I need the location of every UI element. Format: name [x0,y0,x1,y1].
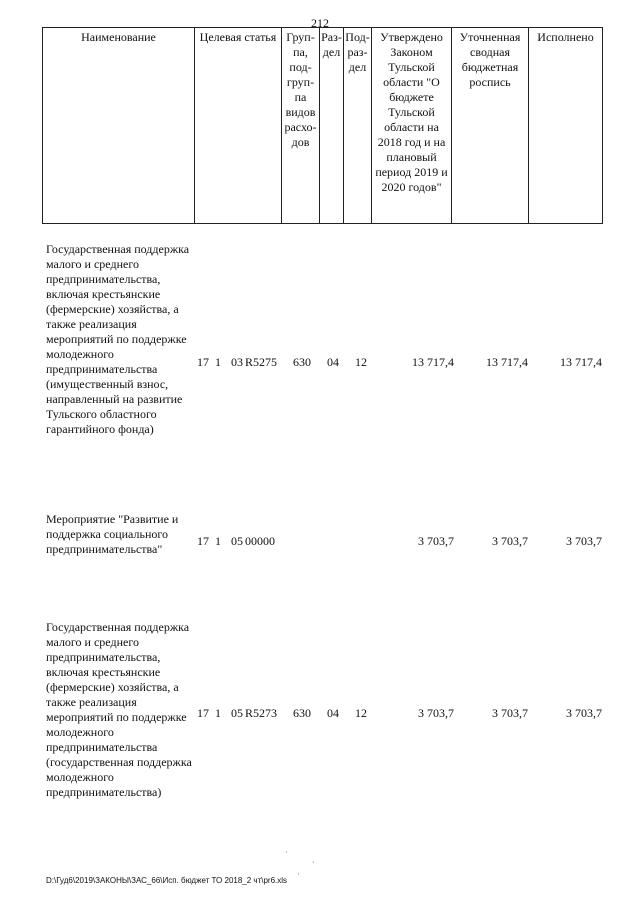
row-subsection: 12 [355,355,367,369]
row-ts4: R5275 [245,355,278,369]
row-group: 630 [293,355,311,369]
row-executed: 13 717,4 [560,355,602,369]
header-name: Наименование [43,28,195,224]
scan-speck: · [312,858,315,867]
footer-file-path: D:\Гуд6\2019\ЗАКОНЫ\ЗАС_66\Исп. бюджет ТО 2018_2 чт\pr6.xls [46,876,288,885]
row-refined: 3 703,7 [492,534,528,548]
row-name: Мероприятие "Развитие и поддержка социального предпринимательства" [46,512,179,556]
row-approved: 13 717,4 [412,355,454,369]
row-ts3: 03 [231,355,243,369]
header-approved: Утверждено Законом Тульской области "О бюджете Тульской области на 2018 год и на плановый период 2019 и 2020 годов" [372,28,452,224]
row-approved: 3 703,7 [418,706,454,720]
row-section: 04 [327,706,339,720]
row-name: Государственная поддержка малого и среднего предпринимательства, включая крестьянские (фермерские) хозяйства, а также реализация мероприятий по поддержке молодежного предпринимательства (государственная поддержка молодежного предпринимательства) [46,620,192,799]
header-executed: Исполнено [529,28,603,224]
row-ts2: 1 [215,534,221,548]
header-group: Груп-па, под-груп-па видов расхо-дов [282,28,320,224]
row-ts4: R5273 [245,706,278,720]
row-ts3: 05 [231,534,243,548]
row-ts2: 1 [215,706,221,720]
row-ts1: 17 [197,355,209,369]
row-ts2: 1 [215,355,221,369]
row-ts1: 17 [197,706,209,720]
row-ts3: 05 [231,706,243,720]
row-section: 04 [327,355,339,369]
table-header [42,27,603,224]
row-refined: 3 703,7 [492,706,528,720]
page-number: 212 [311,16,329,30]
scan-speck: · [297,870,300,879]
row-ts1: 17 [197,534,209,548]
row-subsection: 12 [355,706,367,720]
row-refined: 13 717,4 [486,355,528,369]
header-section: Раз-дел [320,28,344,224]
header-subsection: Под-раз-дел [344,28,372,224]
scan-speck: · [285,848,288,857]
row-executed: 3 703,7 [566,706,602,720]
header-target: Целевая статья [195,28,282,224]
row-executed: 3 703,7 [566,534,602,548]
row-ts4: 00000 [245,534,275,548]
row-approved: 3 703,7 [418,534,454,548]
header-refined: Уточненная сводная бюджетная роспись [452,28,529,224]
row-group: 630 [293,706,311,720]
row-name: Государственная поддержка малого и среднего предпринимательства, включая крестьянские (фермерские) хозяйства, а также реализация мероприятий по поддержке молодежного предпринимательства (имущественный взнос, направленный на развитие Тульского областного гарантийного фонда) [46,242,190,436]
